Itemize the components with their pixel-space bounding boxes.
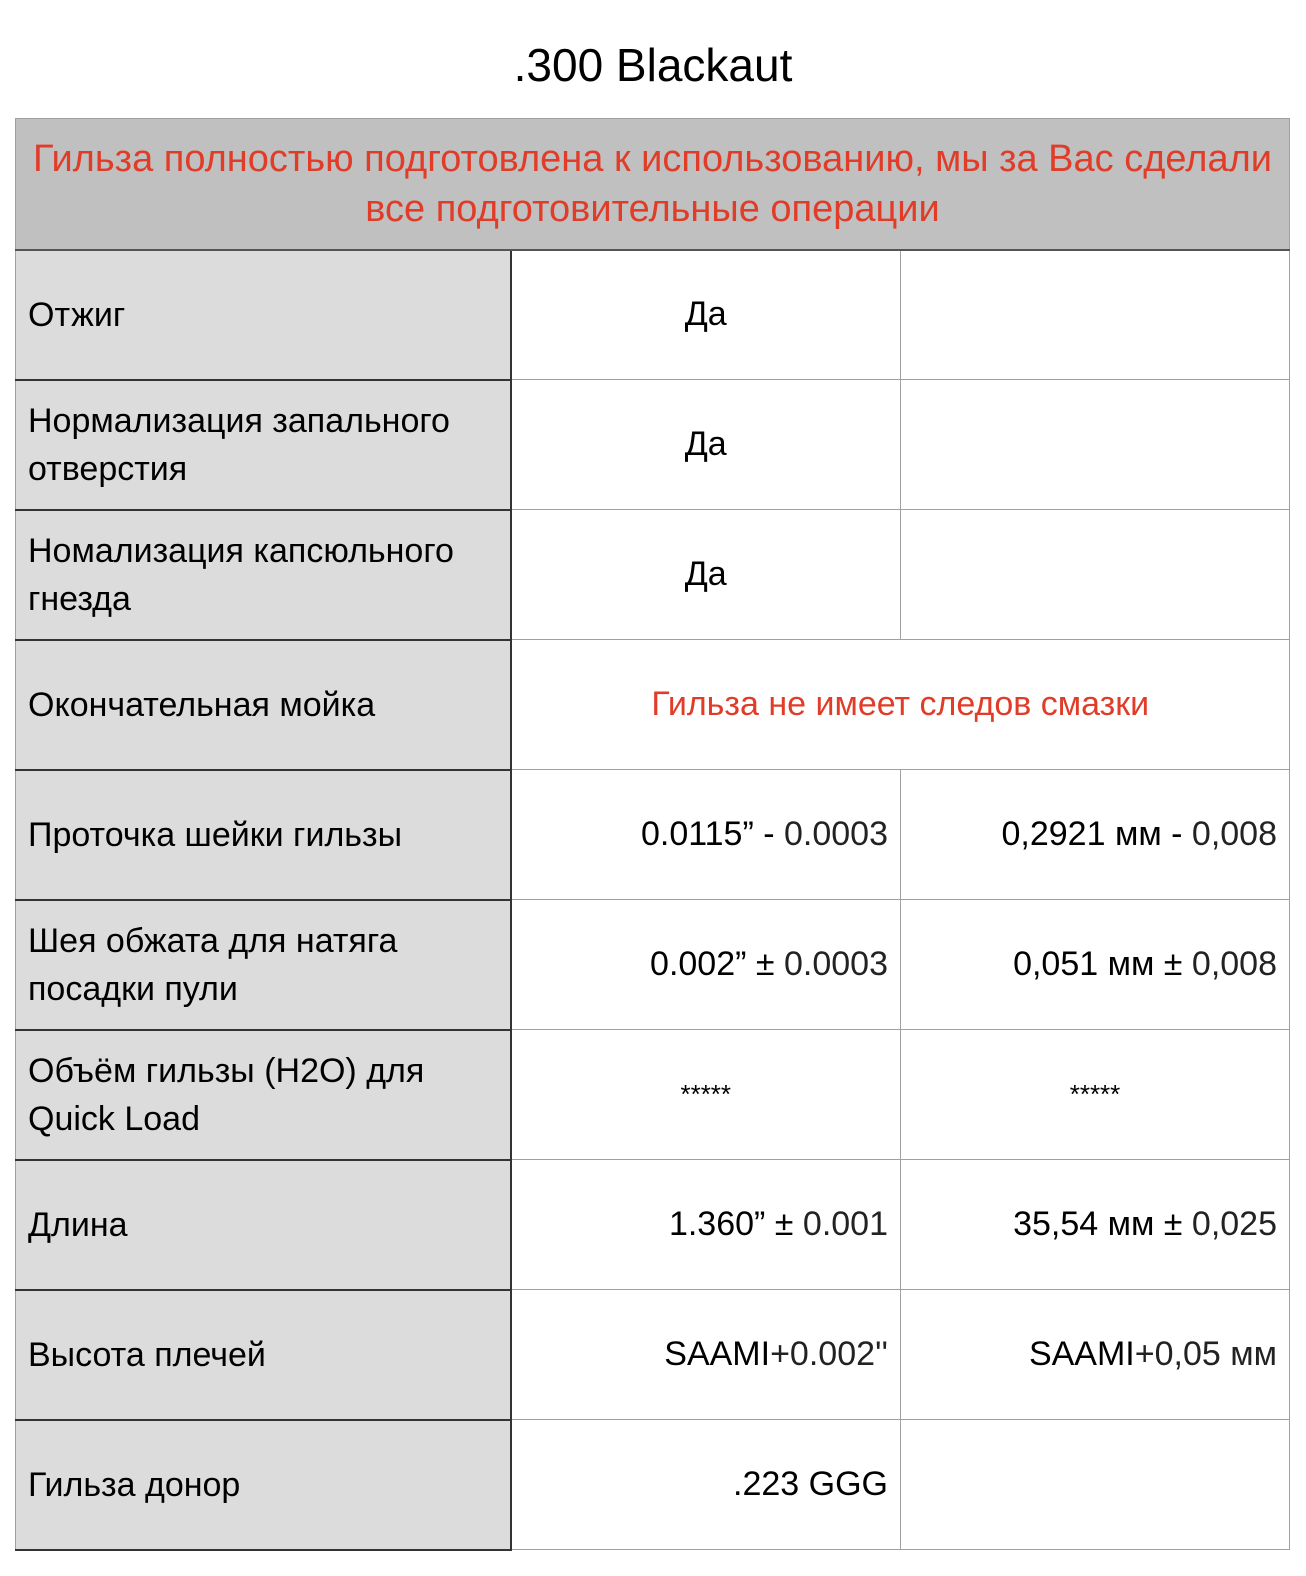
table-row xyxy=(16,770,1290,900)
value-mm xyxy=(901,900,1290,1030)
value-tolerance: 0.0003 xyxy=(784,945,888,983)
value-tolerance: +0,05 мм xyxy=(1134,1335,1277,1373)
value-main: 0,051 мм ± xyxy=(1013,945,1192,983)
value-mm: ***** xyxy=(901,1030,1290,1160)
table-row xyxy=(16,1290,1290,1420)
value-inch: Да xyxy=(511,510,901,640)
row-label: Окончательная мойка xyxy=(16,640,511,770)
value-mm xyxy=(901,770,1290,900)
value-inch xyxy=(511,770,901,900)
value-inch: Да xyxy=(511,250,901,380)
value-tolerance: 0,025 xyxy=(1191,1205,1277,1243)
banner-text: Гильза полностью подготовлена к использованию, мы за Вас сделали все подготовительные операции xyxy=(16,119,1290,250)
banner-row xyxy=(16,119,1290,250)
table-row xyxy=(16,1160,1290,1290)
row-label: Шея обжата для натяга посадки пули xyxy=(16,900,511,1030)
page-title: .300 Blackaut xyxy=(513,39,793,91)
value-inch: ***** xyxy=(511,1030,901,1160)
spec-table xyxy=(15,118,1290,1551)
row-label: Проточка шейки гильзы xyxy=(16,770,511,900)
value-inch: Да xyxy=(511,380,901,510)
row-label: Высота плечей xyxy=(16,1290,511,1420)
value-main: 0.0115” - xyxy=(640,815,784,853)
value-tolerance: 0,008 xyxy=(1191,815,1277,853)
row-label: Длина xyxy=(16,1160,511,1290)
value-main: 35,54 мм ± xyxy=(1013,1205,1192,1243)
table-row xyxy=(16,1420,1290,1550)
value-inch: .223 GGG xyxy=(511,1420,901,1550)
value-mm xyxy=(901,250,1290,380)
table-row xyxy=(16,250,1290,380)
value-main: 0,2921 мм - xyxy=(1001,815,1192,853)
row-label: Номализация капсюльного гнезда xyxy=(16,510,511,640)
merged-value: Гильза не имеет следов смазки xyxy=(511,640,1290,770)
table-row xyxy=(16,640,1290,770)
row-label: Объём гильзы (H2O) для Quick Load xyxy=(16,1030,511,1160)
value-tolerance: 0.001 xyxy=(802,1205,888,1243)
value-main: 0.002” ± xyxy=(650,945,784,983)
value-main: SAAMI xyxy=(1028,1335,1135,1373)
value-mm xyxy=(901,1420,1290,1550)
value-inch xyxy=(511,900,901,1030)
value-inch xyxy=(511,1160,901,1290)
table-row xyxy=(16,1030,1290,1160)
value-tolerance: 0.0003 xyxy=(784,815,888,853)
value-mm xyxy=(901,380,1290,510)
row-label: Гильза донор xyxy=(16,1420,511,1550)
value-tolerance: 0,008 xyxy=(1191,945,1277,983)
value-main: SAAMI xyxy=(664,1335,771,1373)
value-mm xyxy=(901,1160,1290,1290)
table-row xyxy=(16,510,1290,640)
value-tolerance: +0.002'' xyxy=(770,1335,888,1373)
value-inch xyxy=(511,1290,901,1420)
row-label: Нормализация запального отверстия xyxy=(16,380,511,510)
value-mm xyxy=(901,1290,1290,1420)
row-label: Отжиг xyxy=(16,250,511,380)
table-row xyxy=(16,900,1290,1030)
value-mm xyxy=(901,510,1290,640)
table-row xyxy=(16,380,1290,510)
value-main: 1.360” ± xyxy=(668,1205,803,1243)
